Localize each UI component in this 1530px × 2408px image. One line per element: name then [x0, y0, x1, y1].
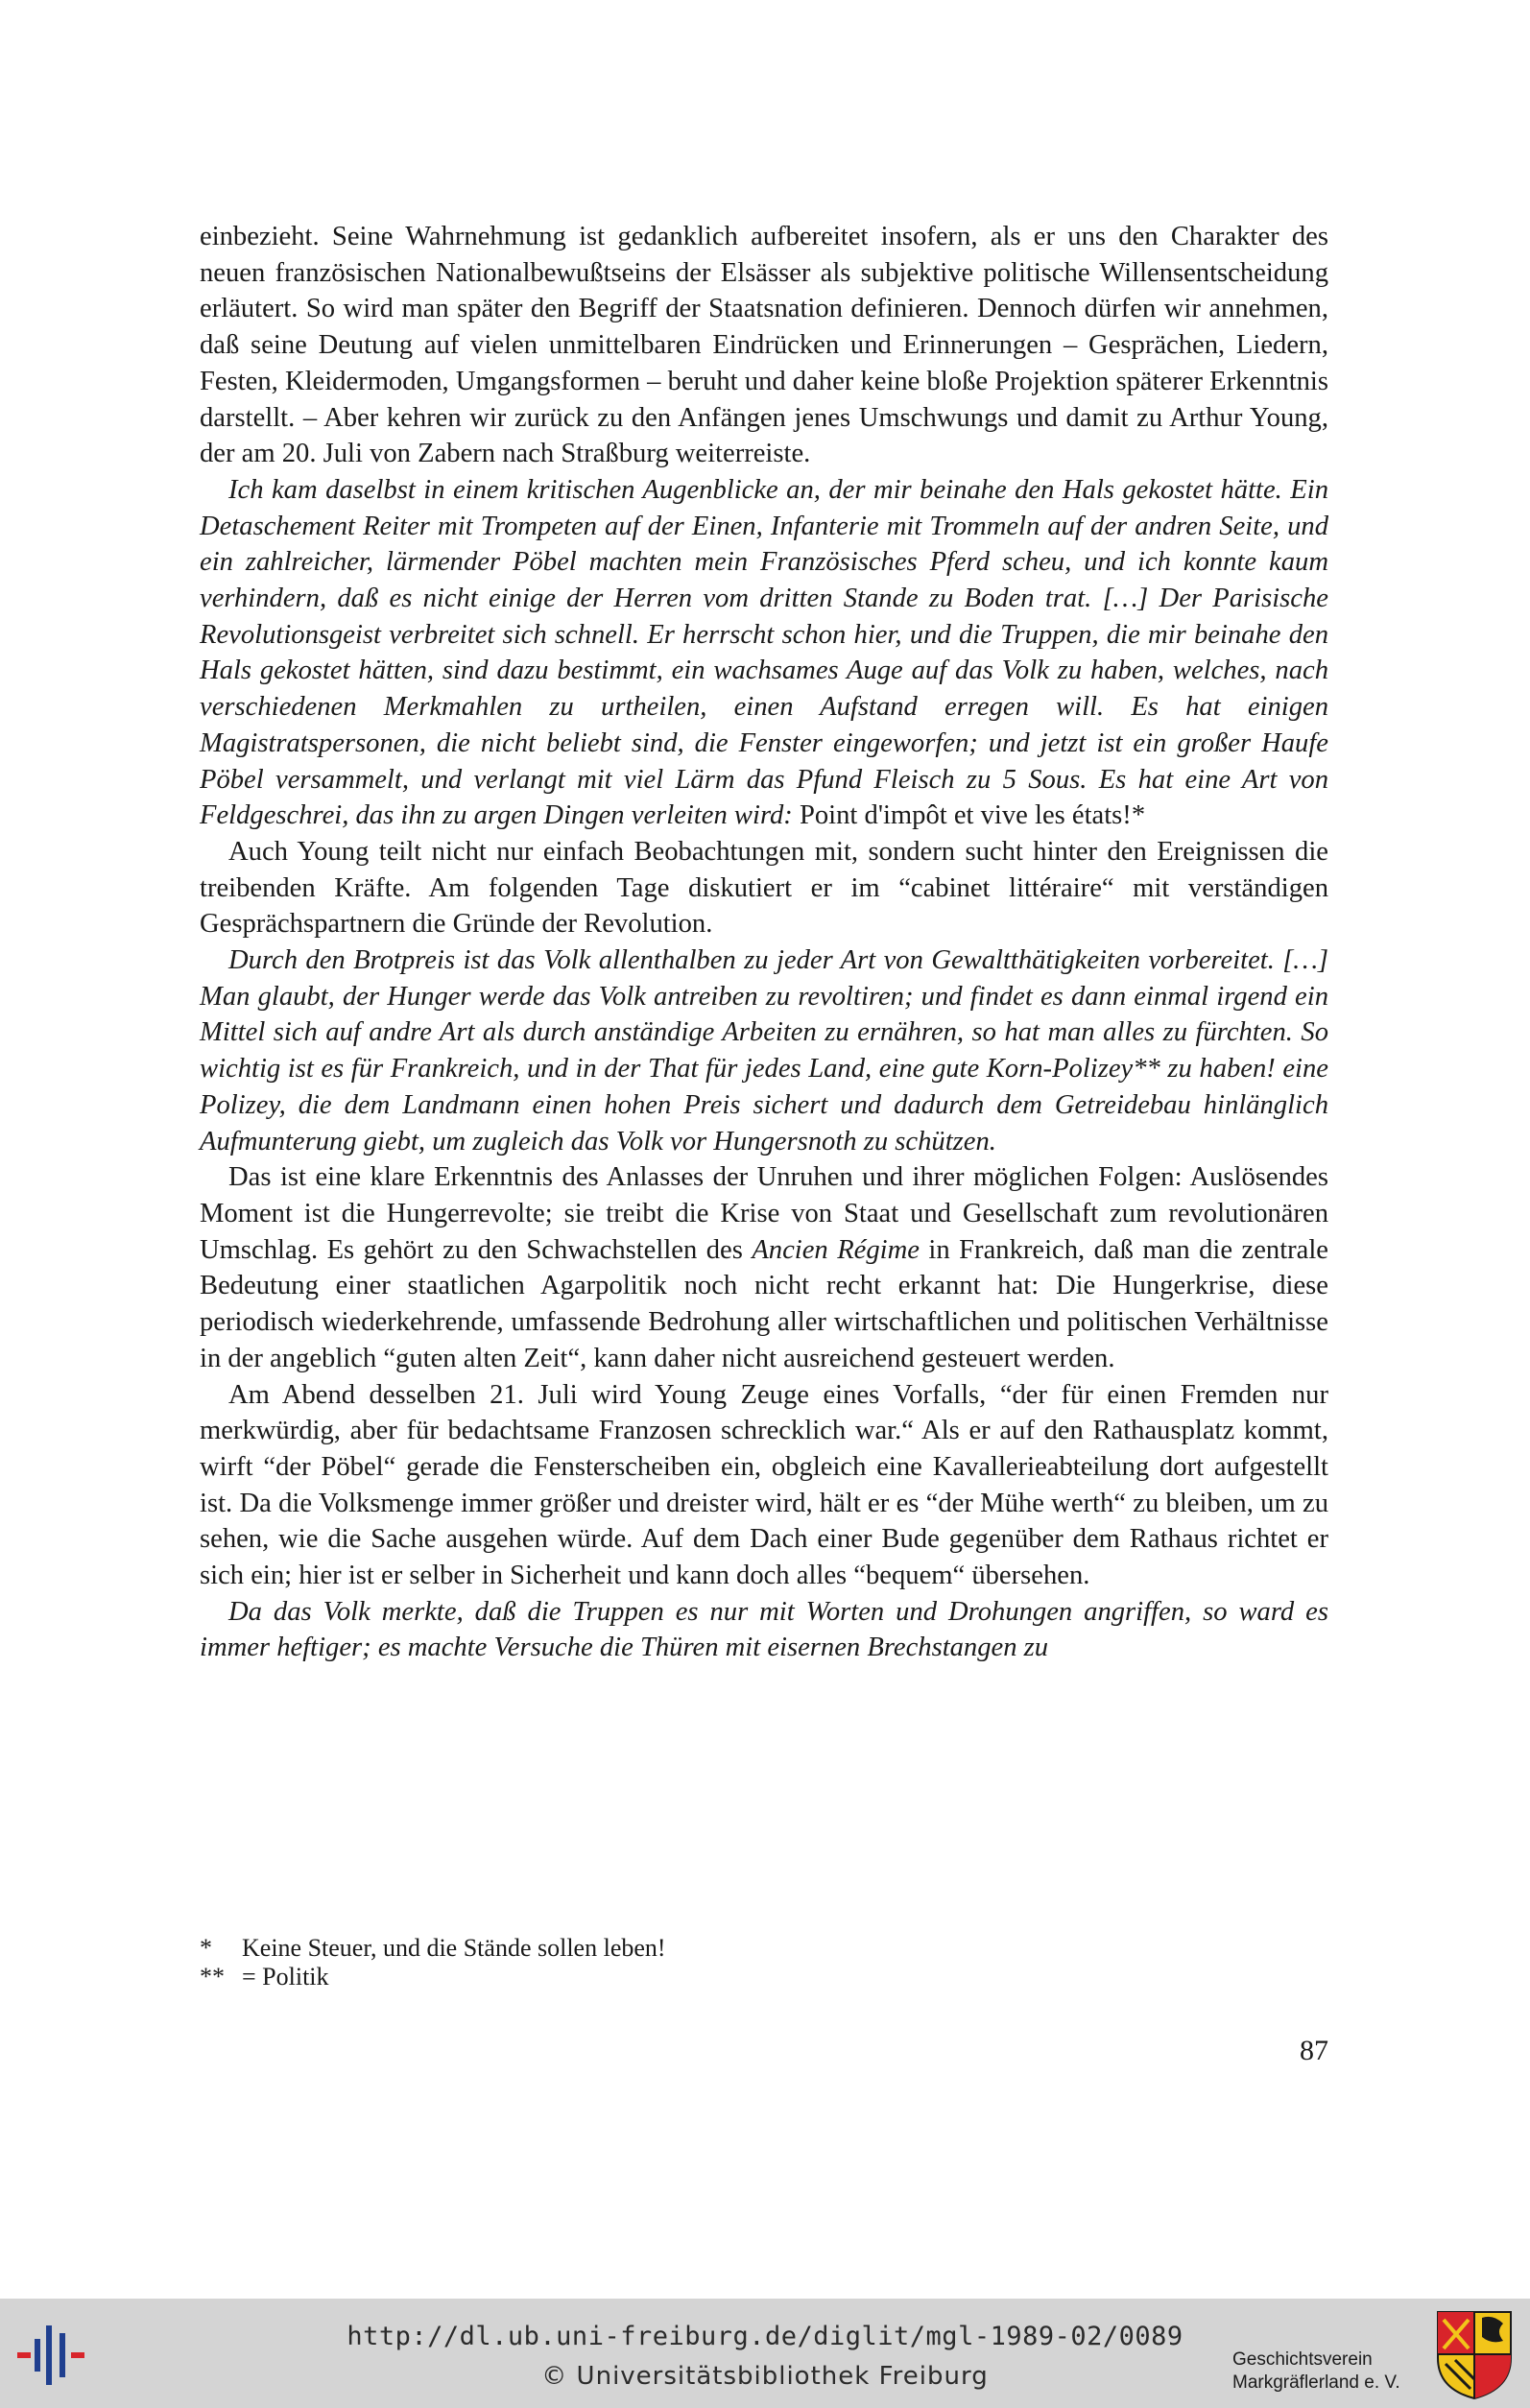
paragraph-text: Point d'impôt et vive les états!*	[799, 800, 1146, 831]
paragraph-text: in Frankreich, daß man die zentrale Bedeutung einer staatlichen Agarpolitik noch nicht recht erkannt hat: Die Hungerkrise, diese periodisch wiederkehrende, umfassende Bedrohung aller wirtschaftlichen und politischen Verhältnisse in der angeblich “guten alten Zeit“, kann daher nicht ausreichend gesteuert werden.	[200, 1234, 1328, 1373]
footnote-text: = Politik	[242, 1963, 329, 1991]
italic-quote-text: Ancien Régime	[752, 1234, 920, 1265]
paragraph-text: Auch Young teilt nicht nur einfach Beobachtungen mit, sondern sucht hinter den Ereignissen die treibenden Kräfte. Am folgenden Tage diskutiert er im “cabinet littéraire“ mit verständigen Gesprächspartnern die Gründe der Revolution.	[200, 836, 1328, 940]
body-paragraph	[200, 942, 1328, 1159]
paragraph-text: Das ist eine klare Erkenntnis des Anlasses der Unruhen und ihrer möglichen Folgen: Auslösendes Moment ist die Hungerrevolte; sie treibt die Krise von Staat und Gesellschaft zum revolutionären Umschlag. Es gehört zu den Schwachstellen des	[200, 1162, 1328, 1265]
body-paragraph	[200, 1159, 1328, 1376]
footnote	[200, 1963, 1328, 1991]
footnote-mark: **	[200, 1963, 225, 1991]
italic-quote-text: Durch den Brotpreis ist das Volk allenthalben zu jeder Art von Gewaltthätigkeiten vorbereitet. […] Man glaubt, der Hunger werde das Volk antreiben zu revoltiren; und findet es dann einmal irgend ein Mittel sich auf andre Art als durch anständige Arbeiten zu ernähren, so hat man alles zu fürchten. So wichtig ist es für Frankreich, und in der That für jedes Land, eine gute Korn-Polizey** zu haben! eine Polizey, die dem Landmann einen hohen Preis sichert und dadurch dem Getreidebau hinlänglich Aufmunterung giebt, um zugleich das Volk vor Hungersnoth zu schützen.	[200, 945, 1328, 1156]
body-paragraph	[200, 1594, 1328, 1666]
body-paragraph	[200, 472, 1328, 834]
footnote	[200, 1934, 1328, 1963]
paragraph-text: Am Abend desselben 21. Juli wird Young Zeuge eines Vorfalls, “der für einen Fremden nur merkwürdig, aber für bedachtsame Franzosen schrecklich war.“ Als er auf den Rathausplatz kommt, wirft “der Pöbel“ gerade die Fensterscheiben ein, obgleich eine Kavallerieabteilung dort aufgestellt ist. Da die Volksmenge immer größer und dreister wird, hält er es “der Mühe werth“ zu bleiben, um zu sehen, wie die Sache ausgehen würde. Auf dem Dach einer Bude gegenüber dem Rathaus richtet er sich ein; hier ist er selber in Sicherheit und kann doch alles “bequem“ übersehen.	[200, 1379, 1328, 1591]
body-paragraph	[200, 219, 1328, 472]
footnote-mark: *	[200, 1934, 212, 1962]
society-name	[1232, 2348, 1400, 2395]
body-text	[200, 219, 1328, 1666]
footnote-text: Keine Steuer, und die Stände sollen leben!	[242, 1934, 666, 1962]
italic-quote-text: Ich kam daselbst in einem kritischen Augenblicke an, der mir beinahe den Hals gekostet hätte. Ein Detaschement Reiter mit Trompeten auf der Einen, Infanterie mit Trommeln auf der andren Seite, und ein zahlreicher, lärmender Pöbel machten mein Französisches Pferd scheu, und ich konnte kaum verhindern, daß es nicht einige der Herren vom dritten Stande zu Boden trat. […] Der Parisische Revolutionsgeist verbreitet sich schnell. Er herrscht schon hier, und die Truppen, die mir beinahe den Hals gekostet hätten, sind dazu bestimmt, ein wachsames Auge auf das Volk zu haben, welches, nach verschiedenen Merkmahlen zu urtheilen, einen Aufstand erregen will. Es hat einigen Magistratspersonen, die nicht beliebt sind, die Fenster eingeworfen; und jetzt ist ein großer Haufe Pöbel versammelt, und verlangt mit viel Lärm das Pfund Fleisch zu 5 Sous. Es hat eine Art von Feldgeschrei, das ihn zu argen Dingen verleiten wird:	[200, 474, 1328, 831]
paragraph-text: einbezieht. Seine Wahrnehmung ist gedanklich aufbereitet insofern, als er uns den Charakter des neuen französischen Nationalbewußtseins der Elsässer als subjektive politische Willensentscheidung erläutert. So wird man später den Begriff der Staatsnation definieren. Dennoch dürfen wir annehmen, daß seine Deutung auf vielen unmittelbaren Eindrücken und Erinnerungen – Gesprächen, Liedern, Festen, Kleidermoden, Umgangsformen – beruht und daher keine bloße Projektion späterer Erkenntnis darstellt. – Aber kehren wir zurück zu den Anfängen jenes Umschwungs und damit zu Arthur Young, der am 20. Juli von Zabern nach Straßburg weiterreiste.	[200, 222, 1329, 469]
society-line-2: Markgräflerland e. V.	[1232, 2372, 1400, 2393]
coat-of-arms-icon	[1436, 2310, 1513, 2400]
body-paragraph	[200, 1377, 1328, 1594]
body-paragraph	[200, 834, 1328, 942]
footer-url[interactable]: http://dl.ub.uni-freiburg.de/diglit/mgl-1989-02/0089	[347, 2322, 1183, 2351]
italic-quote-text: Da das Volk merkte, daß die Truppen es nur mit Worten und Drohungen angriffen, so ward es immer heftiger; es machte Versuche die Thüren mit eisernen Brechstangen zu	[200, 1596, 1328, 1663]
footer-bar	[0, 2299, 1530, 2408]
footnotes	[200, 1934, 1328, 1991]
footer-copyright: © Universitätsbibliothek Freiburg	[541, 2362, 989, 2391]
society-line-1: Geschichtsverein	[1232, 2349, 1373, 2370]
page-number: 87	[1300, 2035, 1328, 2066]
